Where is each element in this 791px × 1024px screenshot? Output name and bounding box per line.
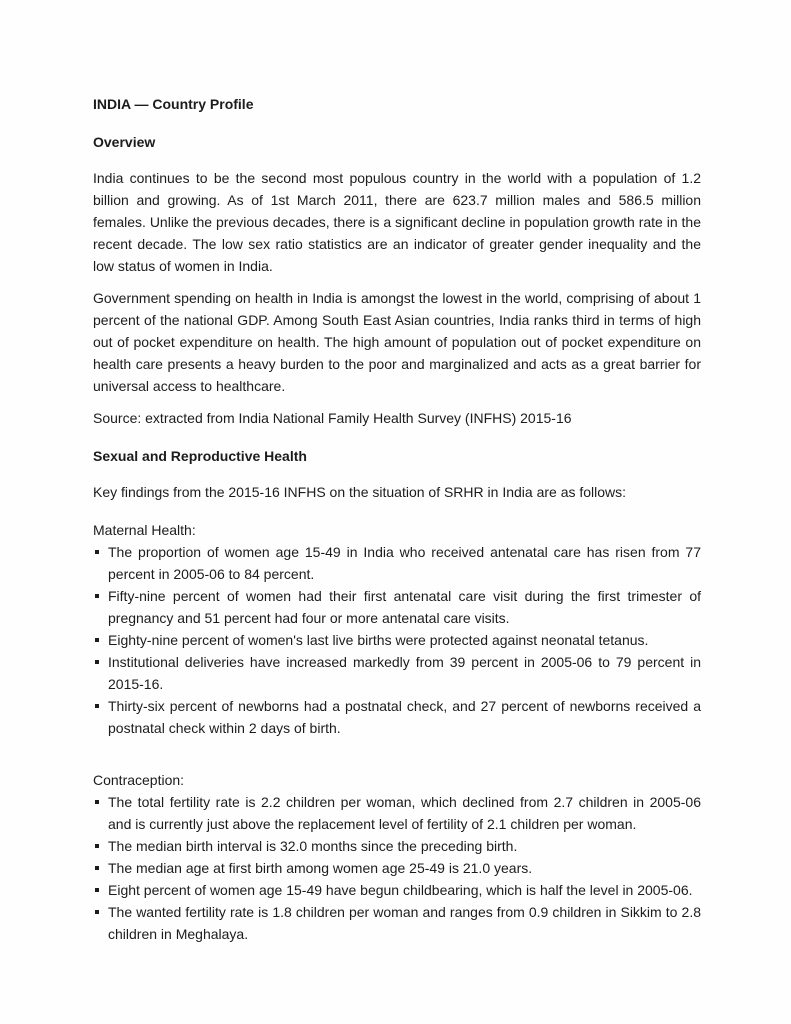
bullet-item <box>93 857 701 879</box>
contraception-label: Contraception: <box>93 772 185 788</box>
maternal-health-label: Maternal Health: <box>93 522 196 538</box>
bullet-square-icon <box>95 638 99 642</box>
page-title: INDIA — Country Profile <box>93 96 254 112</box>
bullet-item <box>93 651 701 695</box>
bullet-text: The median birth interval is 32.0 months since the preceding birth. <box>108 838 518 854</box>
bullet-item <box>93 695 701 739</box>
bullet-square-icon <box>95 888 99 892</box>
bullet-text: Eight percent of women age 15-49 have begun childbearing, which is half the level in 2005-06. <box>108 882 693 898</box>
section-spacer <box>93 753 701 769</box>
key-findings-intro: Key findings from the 2015-16 INFHS on the situation of SRHR in India are as follows: <box>93 484 627 500</box>
bullet-list-maternal <box>93 541 701 739</box>
paragraph-population: India continues to be the second most populous country in the world with a population of 1.2 billion and growing. As of 1st March 2011, there are 623.7 million males and 586.5 million females. Unlike the previous decades, there is a significant decline in population growth rate in the recent decade. The low sex ratio statistics are an indicator of greater gender inequality and the low status of women in India. <box>93 170 701 274</box>
bullet-square-icon <box>95 866 99 870</box>
bullet-text: The median age at first birth among women age 25-49 is 21.0 years. <box>108 860 533 876</box>
section-heading-overview: Overview <box>93 134 156 150</box>
bullet-square-icon <box>95 844 99 848</box>
bullet-text: The proportion of women age 15-49 in India who received antenatal care has risen from 77 percent in 2005-06 to 84 percent. <box>108 544 701 582</box>
bullet-square-icon <box>95 594 99 598</box>
bullet-square-icon <box>95 704 99 708</box>
bullet-square-icon <box>95 660 99 664</box>
bullet-square-icon <box>95 550 99 554</box>
paragraph-health-spending: Government spending on health in India is amongst the lowest in the world, comprising of about 1 percent of the national GDP. Among South East Asian countries, India ranks third in terms of high out of pocket expenditure on health. The high amount of population out of pocket expenditure on health care presents a heavy burden to the poor and marginalized and acts as a great barrier for universal access to healthcare. <box>93 290 701 394</box>
bullet-list-contraception <box>93 791 701 945</box>
bullet-text: Thirty-six percent of newborns had a postnatal check, and 27 percent of newborns received a postnatal check within 2 days of birth. <box>108 698 701 736</box>
bullet-text: Fifty-nine percent of women had their first antenatal care visit during the first trimester of pregnancy and 51 percent had four or more antenatal care visits. <box>108 588 701 626</box>
bullet-item <box>93 585 701 629</box>
bullet-text: The wanted fertility rate is 1.8 children per woman and ranges from 0.9 children in Sikkim to 2.8 children in Meghalaya. <box>108 904 701 942</box>
bullet-item <box>93 629 701 651</box>
bullet-text: Institutional deliveries have increased markedly from 39 percent in 2005-06 to 79 percent in 2015-16. <box>108 654 701 692</box>
bullet-square-icon <box>95 910 99 914</box>
bullet-item <box>93 791 701 835</box>
bullet-square-icon <box>95 800 99 804</box>
source-line: Source: extracted from India National Family Health Survey (INFHS) 2015-16 <box>93 410 572 426</box>
bullet-item <box>93 541 701 585</box>
bullet-item <box>93 835 701 857</box>
bullet-text: The total fertility rate is 2.2 children per woman, which declined from 2.7 children in 2005-06 and is currently just above the replacement level of fertility of 2.1 children per woman. <box>108 794 701 832</box>
bullet-item <box>93 901 701 945</box>
section-heading-srh: Sexual and Reproductive Health <box>93 448 307 464</box>
bullet-item <box>93 879 701 901</box>
bullet-text: Eighty-nine percent of women's last live births were protected against neonatal tetanus. <box>108 632 649 648</box>
